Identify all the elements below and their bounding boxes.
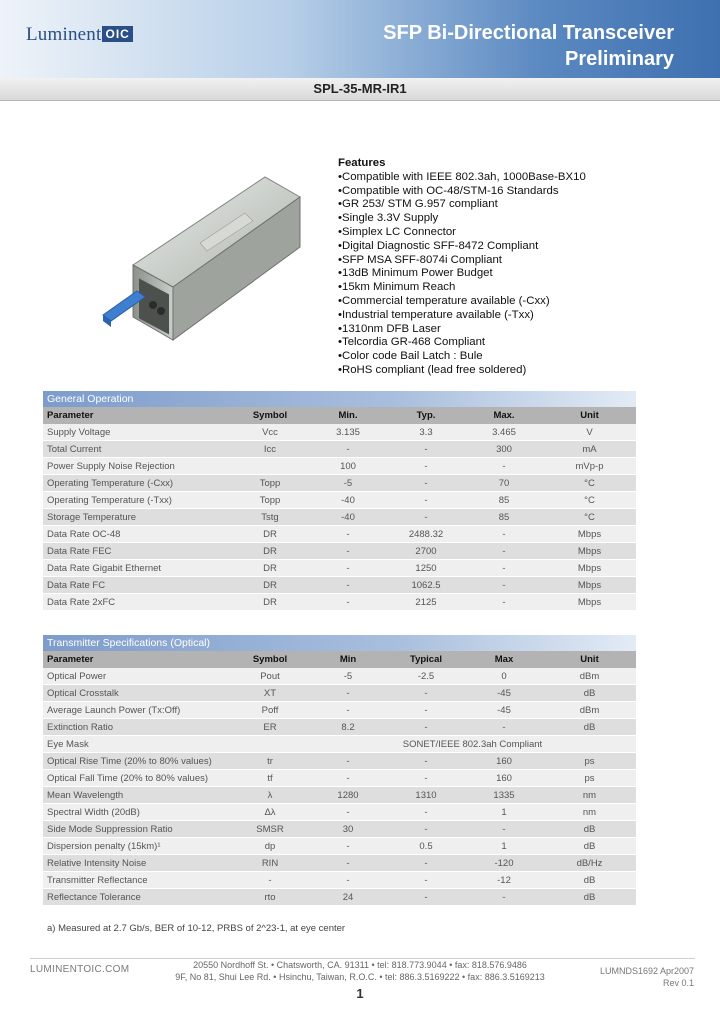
table-cell: DR [231,526,309,543]
table-cell: Vcc [231,424,309,441]
table-cell: Tstg [231,509,309,526]
table-cell: 24 [309,889,387,906]
table-cell: Pout [231,668,309,685]
page-number: 1 [356,986,364,1001]
column-header: Symbol [231,651,309,668]
table-row [43,560,636,577]
table-cell: - [387,685,465,702]
feature-item: • Color code Bail Latch : Bule [338,350,586,364]
table-cell: SONET/IEEE 802.3ah Compliant [309,736,636,753]
table-cell: Data Rate OC-48 [43,526,231,543]
table-row [43,526,636,543]
feature-item: • Compatible with OC-48/STM-16 Standards [338,185,586,199]
table-cell: - [387,475,465,492]
table-cell: -45 [465,702,543,719]
table-cell: ER [231,719,309,736]
table-row [43,492,636,509]
table-cell: 1062.5 [387,577,465,594]
table-row [43,509,636,526]
table-cell: Operating Temperature (-Txx) [43,492,231,509]
table-cell: Total Current [43,441,231,458]
table-cell: - [465,719,543,736]
table-cell: mA [543,441,636,458]
page-header [0,0,720,78]
general-operation-title: General Operation [43,391,636,407]
table-cell: - [465,821,543,838]
table-cell: Eye Mask [43,736,231,753]
table-cell: Mean Wavelength [43,787,231,804]
column-header: Max. [465,407,543,424]
table-cell: -40 [309,509,387,526]
table-cell: ps [543,753,636,770]
feature-item: • 1310nm DFB Laser [338,323,586,337]
table-cell: -5 [309,668,387,685]
footer-address-tw: 9F, No 81, Shui Lee Rd. • Hsinchu, Taiwan, R.O.C. • tel: 886.3.5169222 • fax: 886.3.5169213 [175,972,545,982]
table-cell: Mbps [543,543,636,560]
table-cell: Power Supply Noise Rejection [43,458,231,475]
table-row [43,838,636,855]
table-cell [231,458,309,475]
table-cell: nm [543,787,636,804]
table-cell: dB [543,872,636,889]
table-cell: mVp-p [543,458,636,475]
feature-item: • Single 3.3V Supply [338,212,586,226]
table-cell: 1310 [387,787,465,804]
table-cell: Mbps [543,577,636,594]
table-row [43,424,636,441]
table-cell: - [387,804,465,821]
table-cell: dBm [543,668,636,685]
table-cell: tr [231,753,309,770]
table-cell: 1 [465,838,543,855]
table-row [43,475,636,492]
table-cell: Side Mode Suppression Ratio [43,821,231,838]
feature-item: • Digital Diagnostic SFF-8472 Compliant [338,240,586,254]
table-cell: - [387,889,465,906]
transmitter-section [43,635,636,906]
logo-suffix: OIC [102,26,132,42]
table-cell: Supply Voltage [43,424,231,441]
column-header: Unit [543,651,636,668]
table-cell: Average Launch Power (Tx:Off) [43,702,231,719]
table-cell: DR [231,560,309,577]
table-cell: - [309,702,387,719]
table-cell: 8.2 [309,719,387,736]
table-cell: Data Rate FEC [43,543,231,560]
table-cell: ps [543,770,636,787]
table-cell: Dispersion penalty (15km)¹ [43,838,231,855]
table-cell: dB [543,821,636,838]
table-cell: 70 [465,475,543,492]
table-row [43,753,636,770]
table-row [43,821,636,838]
table-cell: Extinction Ratio [43,719,231,736]
logo-text: Luminent [26,24,102,45]
table-cell: -12 [465,872,543,889]
part-number-bar [0,78,720,101]
table-cell: - [309,838,387,855]
table-cell: 85 [465,509,543,526]
table-cell: SMSR [231,821,309,838]
table-cell: - [387,770,465,787]
column-header: Parameter [43,651,231,668]
table-cell: 2700 [387,543,465,560]
column-header: Typ. [387,407,465,424]
table-row [43,736,636,753]
footer-address-us: 20550 Nordhoff St. • Chatsworth, CA. 91311 • tel: 818.773.9044 • fax: 818.576.9486 [193,960,527,970]
column-header: Max [465,651,543,668]
table-cell: Mbps [543,560,636,577]
table-cell: tf [231,770,309,787]
table-cell: - [309,804,387,821]
feature-item: • RoHS compliant (lead free soldered) [338,364,586,378]
transceiver-photo [95,155,325,360]
table-cell: Δλ [231,804,309,821]
table-cell: Optical Fall Time (20% to 80% values) [43,770,231,787]
table-cell: 1280 [309,787,387,804]
feature-item: • Industrial temperature available (-Txx) [338,309,586,323]
table-cell: Operating Temperature (-Cxx) [43,475,231,492]
feature-item: • SFP MSA SFF-8074i Compliant [338,254,586,268]
feature-item: • Compatible with IEEE 802.3ah, 1000Base-BX10 [338,171,586,185]
table-cell: - [465,458,543,475]
table-cell: Relative Intensity Noise [43,855,231,872]
table-cell: -2.5 [387,668,465,685]
table-cell: - [387,441,465,458]
table-cell: - [309,753,387,770]
transmitter-table [43,651,636,906]
table-cell: - [387,855,465,872]
table-row [43,458,636,475]
table-cell: 0.5 [387,838,465,855]
table-row [43,855,636,872]
table-cell: - [387,458,465,475]
table-cell: - [309,685,387,702]
feature-item: • 13dB Minimum Power Budget [338,267,586,281]
table-row [43,685,636,702]
table-cell: Spectral Width (20dB) [43,804,231,821]
table-cell: - [465,889,543,906]
features-items [338,171,586,378]
table-cell: °C [543,492,636,509]
table-cell: 1250 [387,560,465,577]
table-cell: - [387,702,465,719]
table-cell: - [465,594,543,611]
table-cell: RIN [231,855,309,872]
table-cell: - [387,509,465,526]
document-title: SFP Bi-Directional Transceiver [383,22,674,44]
column-header: Typical [387,651,465,668]
table-cell: 0 [465,668,543,685]
table-row [43,668,636,685]
document-subtitle: Preliminary [565,48,674,70]
table-cell: 1 [465,804,543,821]
feature-item: • Commercial temperature available (-Cxx) [338,295,586,309]
feature-item: • GR 253/ STM G.957 compliant [338,198,586,212]
table-cell: 160 [465,770,543,787]
footer-doc-id: LUMNDS1692 Apr2007 [599,966,694,976]
footnote: a) Measured at 2.7 Gb/s, BER of 10-12, PRBS of 2^23-1, at eye center [47,923,346,934]
table-cell: dB [543,685,636,702]
table-cell: DR [231,594,309,611]
table-cell: - [309,441,387,458]
table-cell: - [309,770,387,787]
table-cell: Topp [231,475,309,492]
table-row [43,787,636,804]
table-row [43,804,636,821]
table-cell: - [387,492,465,509]
table-cell: rto [231,889,309,906]
table-cell: Icc [231,441,309,458]
table-cell [231,736,309,753]
table-cell: -40 [309,492,387,509]
table-cell: Mbps [543,594,636,611]
table-cell: Optical Crosstalk [43,685,231,702]
table-cell: - [387,821,465,838]
table-cell: - [309,560,387,577]
table-cell: λ [231,787,309,804]
table-cell: - [309,526,387,543]
table-cell: - [309,872,387,889]
features-heading: Features [338,157,386,169]
table-cell: Data Rate FC [43,577,231,594]
table-cell: °C [543,475,636,492]
feature-item: • Telcordia GR-468 Compliant [338,336,586,350]
table-cell: Data Rate Gigabit Ethernet [43,560,231,577]
table-row [43,872,636,889]
table-cell: dBm [543,702,636,719]
footer-website: LUMINENTOIC.COM [30,964,130,975]
table-cell: - [309,594,387,611]
table-cell: -45 [465,685,543,702]
table-row [43,719,636,736]
table-cell: - [465,560,543,577]
table-cell: nm [543,804,636,821]
table-cell: Topp [231,492,309,509]
table-row [43,702,636,719]
table-row [43,543,636,560]
part-number: SPL-35-MR-IR1 [313,81,407,96]
table-cell: 100 [309,458,387,475]
table-cell: dp [231,838,309,855]
table-cell: 3.465 [465,424,543,441]
column-header: Unit [543,407,636,424]
column-header: Symbol [231,407,309,424]
column-header: Min [309,651,387,668]
table-cell: DR [231,543,309,560]
table-cell: V [543,424,636,441]
table-cell: Storage Temperature [43,509,231,526]
table-cell: 3.135 [309,424,387,441]
table-cell: 85 [465,492,543,509]
general-operation-section [43,391,636,611]
table-cell: -5 [309,475,387,492]
table-cell: °C [543,509,636,526]
table-cell: - [387,719,465,736]
table-cell: - [231,872,309,889]
general-operation-table [43,407,636,611]
table-cell: 300 [465,441,543,458]
table-cell: Mbps [543,526,636,543]
table-cell: Poff [231,702,309,719]
footer-rule [30,958,695,959]
company-logo [26,24,133,46]
table-cell: DR [231,577,309,594]
table-cell: dB [543,838,636,855]
table-cell: - [465,543,543,560]
table-cell: Transmitter Reflectance [43,872,231,889]
feature-item: • Simplex LC Connector [338,226,586,240]
table-cell: - [309,855,387,872]
table-cell: Optical Rise Time (20% to 80% values) [43,753,231,770]
column-header: Min. [309,407,387,424]
table-cell: 1335 [465,787,543,804]
table-cell: Data Rate 2xFC [43,594,231,611]
table-cell: 160 [465,753,543,770]
table-cell: dB [543,889,636,906]
transmitter-title: Transmitter Specifications (Optical) [43,635,636,651]
footer-revision: Rev 0.1 [662,978,694,988]
table-cell: 2488.32 [387,526,465,543]
table-row [43,577,636,594]
table-cell: dB [543,719,636,736]
column-header: Parameter [43,407,231,424]
table-row [43,770,636,787]
table-cell: - [309,543,387,560]
table-cell: - [387,753,465,770]
feature-item: • 15km Minimum Reach [338,281,586,295]
table-cell: 30 [309,821,387,838]
table-cell: 2125 [387,594,465,611]
table-cell: - [465,577,543,594]
table-cell: dB/Hz [543,855,636,872]
table-cell: - [465,526,543,543]
table-row [43,594,636,611]
table-cell: Optical Power [43,668,231,685]
table-cell: - [387,872,465,889]
table-cell: 3.3 [387,424,465,441]
table-row [43,889,636,906]
features-list [338,157,586,378]
table-row [43,441,636,458]
table-cell: XT [231,685,309,702]
table-cell: Reflectance Tolerance [43,889,231,906]
table-cell: -120 [465,855,543,872]
table-cell: - [309,577,387,594]
